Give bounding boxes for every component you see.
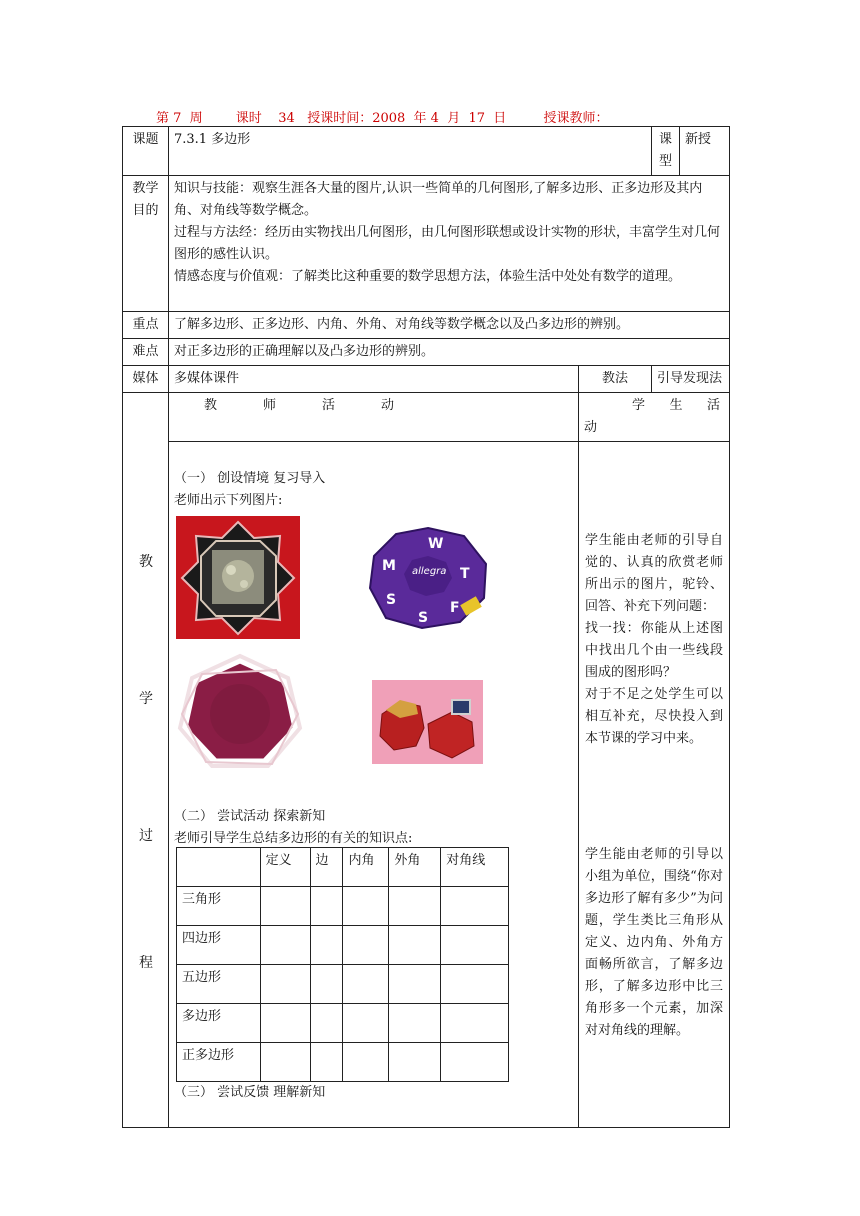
type-label: 课型 <box>652 127 680 176</box>
table-row-label: 三角形 <box>177 887 261 926</box>
table-header: 定义 <box>260 848 310 887</box>
lesson-plan-table <box>122 126 730 1128</box>
pill-letter: F <box>450 600 460 616</box>
student-text-block-1 <box>585 530 723 750</box>
polygon-knowledge-table <box>176 847 509 1082</box>
teacher-head-char: 师 <box>263 398 277 413</box>
student-head-char: 动 <box>584 420 598 435</box>
media-value: 多媒体课件 <box>169 366 579 393</box>
teacher-head-char: 教 <box>204 398 218 413</box>
student-text: 找一找：你能从上述图中找出几个由一些线段围成的图形吗？ <box>585 621 724 680</box>
table-header: 外角 <box>389 848 441 887</box>
difficult-value: 对正多边形的正确理解以及凸多边形的辨别。 <box>169 339 730 366</box>
table-row-label: 四边形 <box>177 926 261 965</box>
pill-letter: W <box>428 536 444 552</box>
key-value: 了解多边形、正多边形、内角、外角、对角线等数学概念以及凸多边形的辨别。 <box>169 312 730 339</box>
teacher-activity-cell <box>169 442 579 1128</box>
pill-letter: S <box>418 610 429 626</box>
table-row-label: 正多边形 <box>177 1043 261 1082</box>
table-row-label: 五边形 <box>177 965 261 1004</box>
star-frame-image <box>176 516 300 639</box>
pill-box-image <box>364 522 492 632</box>
teacher-activity-header <box>169 393 579 442</box>
student-head-char: 学 <box>632 398 646 413</box>
section-3-title: （三） 尝试反馈 理解新知 <box>174 1085 326 1100</box>
process-char: 教 <box>139 554 153 570</box>
pill-box-brand: allegra <box>412 566 447 577</box>
teacher-head-char: 动 <box>381 398 395 413</box>
process-char: 过 <box>139 828 153 844</box>
goals-knowledge: 知识与技能：观察生涯各大量的图片,认识一些简单的几何图形,了解多边形、正多边形及其内角、对角线等数学概念。 <box>174 181 703 218</box>
key-label: 重点 <box>123 312 169 339</box>
section-1-title: （一） 创设情境 复习导入 <box>174 471 326 486</box>
student-head-char: 活 <box>707 398 721 413</box>
method-label: 教法 <box>579 366 652 393</box>
jewelry-box-image <box>372 680 483 764</box>
topic-label: 课题 <box>123 127 169 176</box>
pill-letter: M <box>382 558 396 574</box>
topic-value: 7.3.1 多边形 <box>169 127 652 176</box>
student-head-char: 生 <box>669 398 683 413</box>
teacher-head-char: 活 <box>322 398 336 413</box>
heptagon-image <box>176 652 304 770</box>
table-header <box>177 848 261 887</box>
section-2-title: （二） 尝试活动 探索新知 <box>174 809 326 824</box>
table-header: 边 <box>310 848 343 887</box>
pill-letter: T <box>460 566 470 582</box>
media-label: 媒体 <box>123 366 169 393</box>
lesson-header: 第 7 周 课时 34 授课时间：2008 年 4 月 17 日 授课教师： <box>156 111 609 126</box>
pill-letter: S <box>386 592 397 608</box>
student-activity-header <box>579 393 730 442</box>
method-value: 引导发现法 <box>652 366 730 393</box>
table-header: 内角 <box>343 848 389 887</box>
goals-label: 教学目的 <box>123 176 169 312</box>
goals-process: 过程与方法经：经历由实物找出几何图形，由几何图形联想或设计实物的形状，丰富学生对几何图形的感性认识。 <box>174 225 721 262</box>
difficult-label: 难点 <box>123 339 169 366</box>
student-activity-cell <box>579 442 730 1128</box>
type-value: 新授 <box>680 127 730 176</box>
section-1-intro: 老师出示下列图片: <box>174 493 283 508</box>
goals-attitude: 情感态度与价值观：了解类比这种重要的数学思想方法，体验生活中处处有数学的道理。 <box>174 269 682 284</box>
student-text: 对于不足之处学生可以相互补充，尽快投入到本节课的学习中来。 <box>585 687 724 746</box>
section-2-intro: 老师引导学生总结多边形的有关的知识点: <box>174 831 413 846</box>
process-label-cell <box>123 393 169 1128</box>
table-header: 对角线 <box>441 848 509 887</box>
goals-content <box>169 176 730 312</box>
process-char: 程 <box>139 955 153 971</box>
table-row-label: 多边形 <box>177 1004 261 1043</box>
process-char: 学 <box>139 691 153 707</box>
student-text: 学生能由老师的引导自觉的、认真的欣赏老师所出示的图片，驼铃、回答、补充下列问题： <box>585 533 724 614</box>
student-text-block-2: 学生能由老师的引导以小组为单位，围绕“你对多边形了解有多少”为问题，学生类比三角形从定义、边内角、外角方面畅所欲言，了解多边形，了解多边形中比三角形多一个元素，加深对对角线的理解。 <box>585 847 724 1038</box>
